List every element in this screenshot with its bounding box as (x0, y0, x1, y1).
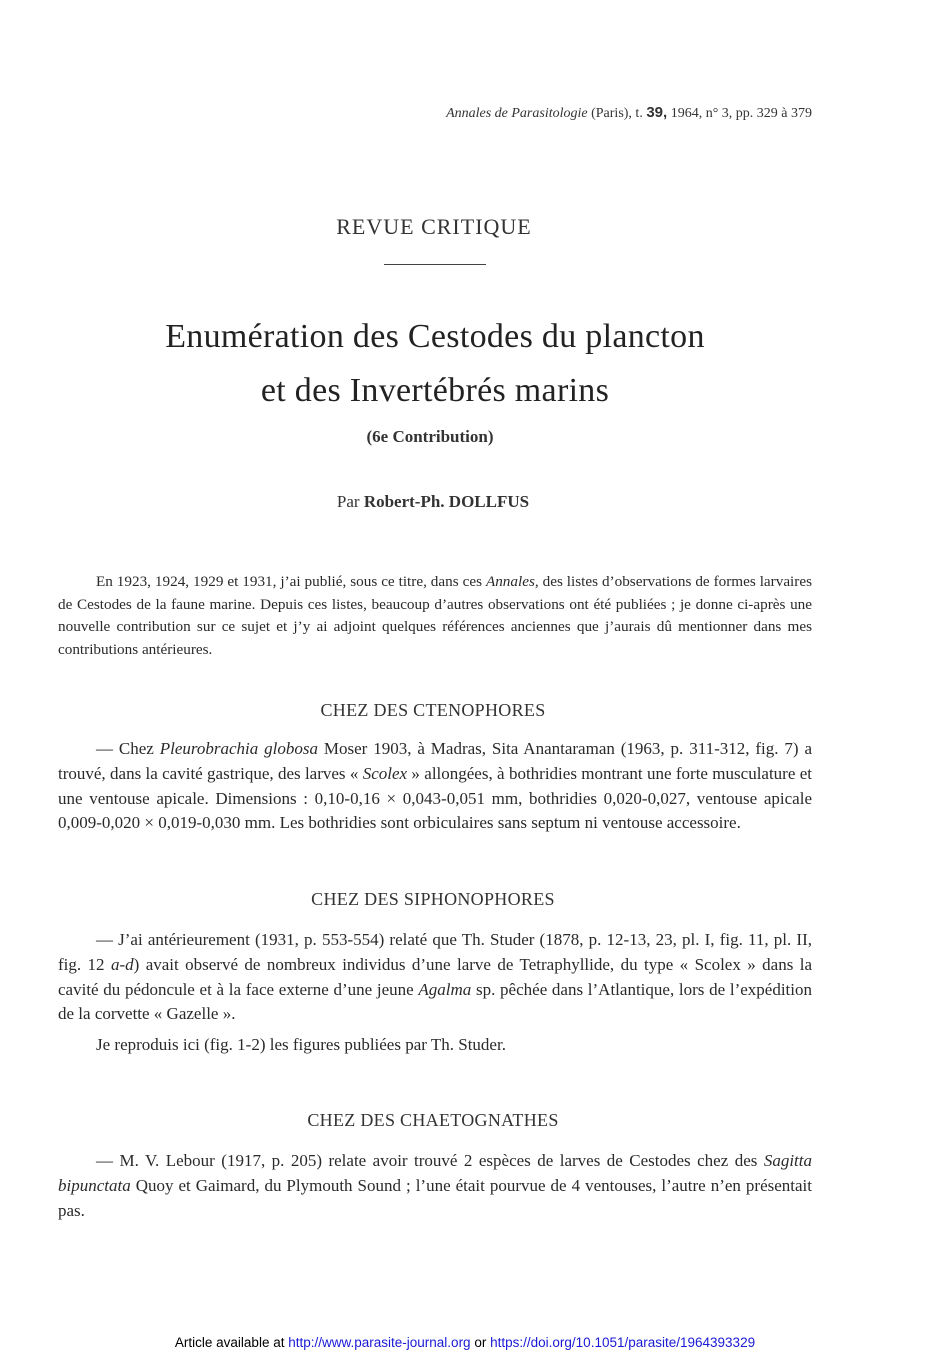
section-heading-ctenophores: CHEZ DES CTENOPHORES (320, 700, 546, 720)
footer-or: or (474, 1335, 487, 1350)
text-part: — M. V. Lebour (1917, p. 205) relate avoir trouvé 2 espèces de larves de Cestodes chez des (96, 1151, 764, 1170)
text-part: Quoy et Gaimard, du Plymouth Sound ; l’une était pourvue de 4 ventouses, l’autre n’en présentait pas. (58, 1175, 812, 1220)
footer-prefix: Article available at (174, 1335, 285, 1350)
species-name: Sagitta bipunctata (58, 1151, 812, 1195)
text-part: — J’ai antérieurement (1931, p. 553-554) relaté que Th. Studer (1878, p. 12-13, 23, pl. I, fig. 11, pl. II, fig. 12 (58, 930, 812, 974)
ctenophores-text (58, 737, 812, 836)
section-heading-chaetognathes: CHEZ DES CHAETOGNATHES (307, 1110, 559, 1130)
text-part: » allongées, à bothridies montrant une forte musculature et une ventouse apicale. Dimensions : 0,10-0,16 × 0,043-0,051 mm, bothridies 0,020-0,027, ventouse apicale 0,009-0,020 × 0,019-0,030 mm. Les bothridies sont orbiculaires sans septum ni ventouse accessoire. (58, 763, 812, 833)
availability-footer (0, 1335, 930, 1350)
text-part: Moser 1903, à Madras, Sita Anantaraman (1963, p. 311-312, fig. 7) a trouvé, dans la cavité gastrique, des larves « (58, 739, 812, 783)
chaetognathes-paragraph (58, 1149, 812, 1223)
species-name: Pleurobrachia globosa (159, 739, 318, 758)
siphonophores-text (58, 928, 812, 1027)
text-part: ) avait observé de nombreux individus d’une larve de Tetraphyllide, du type « Scolex » dans la cavité du pédoncule et à la face externe d’une jeune (58, 954, 812, 999)
section-kicker: REVUE CRITIQUE (336, 214, 532, 239)
journal-volume: 39, (646, 104, 668, 121)
article-title-line-2: et des Invertébrés marins (260, 372, 610, 409)
italic-term: a-d (110, 954, 134, 974)
intro-text-part: En 1923, 1924, 1929 et 1931, j’ai publié, sous ce titre, dans ces (96, 573, 486, 590)
journal-link[interactable]: http://www.parasite-journal.org (288, 1335, 471, 1350)
intro-text (58, 571, 812, 661)
kicker-divider (384, 264, 486, 265)
text-part: — Chez (96, 739, 160, 758)
journal-citation (446, 104, 812, 122)
contribution-number: (6e Contribution) (366, 427, 494, 446)
byline-prefix: Par (336, 492, 360, 511)
intro-italic: Annales, (485, 573, 539, 590)
article-title-line-1: Enumération des Cestodes du plancton (165, 318, 705, 355)
journal-details: 1964, n° 3, pp. 329 à 379 (670, 106, 812, 121)
siphonophores-paragraph (58, 928, 812, 1058)
siphonophores-text-2: Je reproduis ici (fig. 1-2) les figures publiées par Th. Studer. (96, 1035, 506, 1055)
byline (0, 492, 866, 512)
journal-name: Annales de Parasitologie (446, 106, 588, 121)
journal-place: (Paris), t. (591, 106, 643, 121)
chaetognathes-text (58, 1149, 812, 1223)
italic-term: Scolex (362, 763, 408, 783)
author-name: Robert-Ph. DOLLFUS (363, 492, 530, 511)
intro-paragraph (58, 571, 812, 661)
doi-link[interactable]: https://doi.org/10.1051/parasite/1964393329 (490, 1335, 756, 1350)
section-heading-siphonophores: CHEZ DES SIPHONOPHORES (311, 889, 555, 909)
species-name: Agalma (418, 979, 472, 999)
ctenophores-paragraph (58, 737, 812, 836)
text-part: sp. pêchée dans l’Atlantique, lors de l’expédition de la corvette « Gazelle ». (58, 979, 812, 1024)
intro-text-part: des listes d’observations de formes larvaires de Cestodes de la faune marine. Depuis ces listes, beaucoup d’autres observations ont été publiées ; je donne ci-après une nouvelle contribution sur ce sujet et j’y ai adjoint quelques références anciennes que j’aurais dû mentionner dans mes contributions antérieures. (58, 573, 812, 658)
